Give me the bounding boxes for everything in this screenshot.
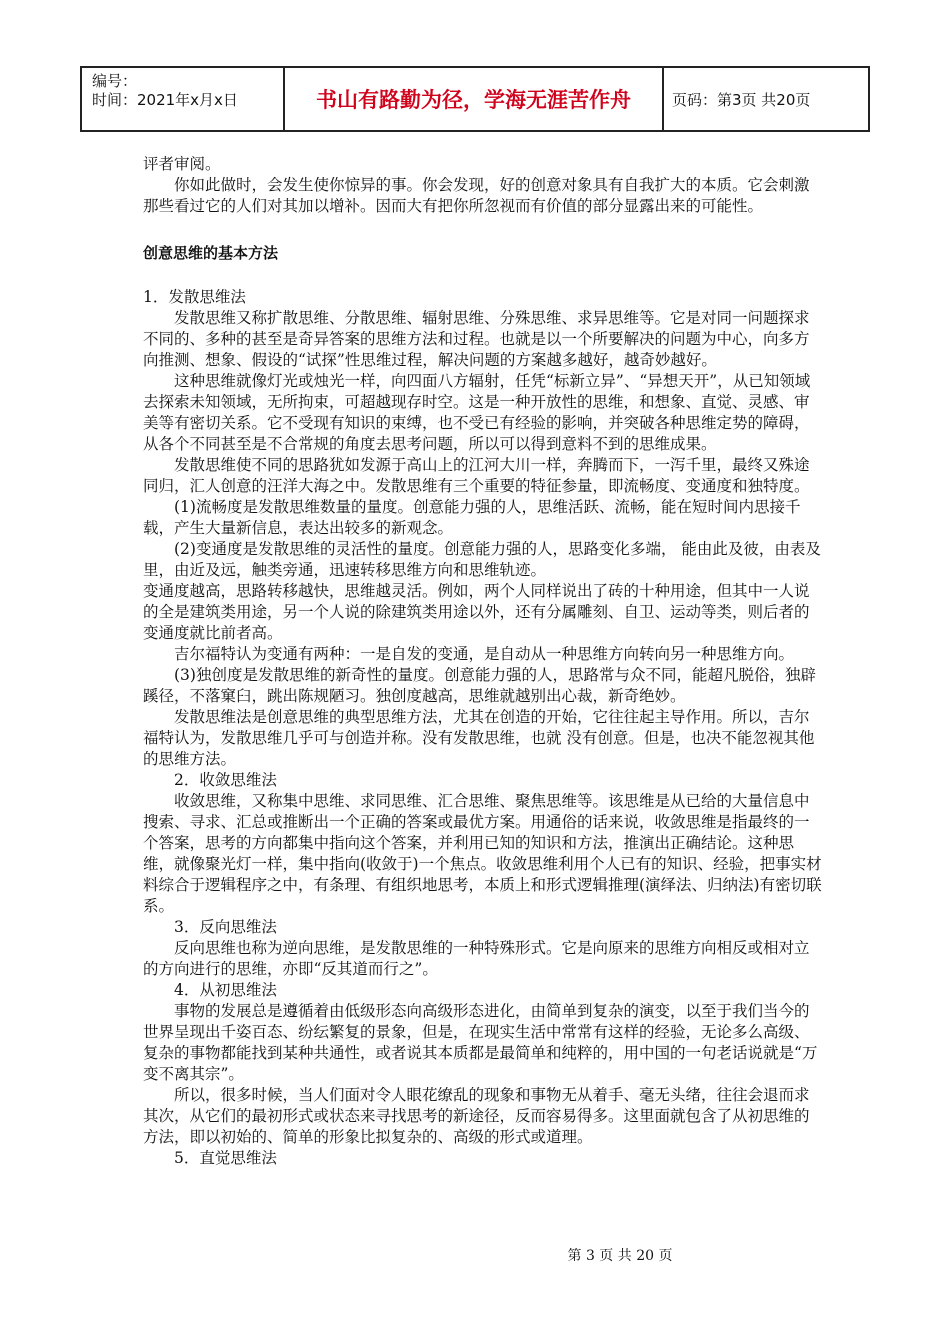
subsection-heading: 3．反向思维法	[174, 918, 277, 936]
paragraph: 发散思维又称扩散思维、分散思维、辐射思维、分殊思维、求异思维等。它是对同一问题探求不同的、多种的甚至是奇异答案的思维方法和过程。也就是以一个所要解决的问题为中心，向多方向推测、想象、假设的“试探”性思维过程，解决问题的方案越多越好，越奇妙越好。	[143, 309, 810, 369]
code-label: 编号：	[92, 72, 138, 90]
paragraph: 变通度越高，思路转移越快，思维越灵活。例如，两个人同样说出了砖的十种用途，但其中一人说的全是建筑类用途，另一个人说的除建筑类用途以外，还有分属雕刻、自卫、运动等类，则后者的变通度就比前者高。	[143, 582, 810, 642]
header-meta	[82, 68, 285, 130]
paragraph: (1)流畅度是发散思维数量的量度。创意能力强的人，思维活跃、流畅，能在短时间内思接千载，产生大量新信息，表达出较多的新观念。	[143, 498, 801, 537]
paragraph: (3)独创度是发散思维的新奇性的量度。创意能力强的人，思路常与众不同，能超凡脱俗，独辟蹊径，不落窠臼，跳出陈规陋习。独创度越高，思维就越别出心裁，新奇绝妙。	[143, 666, 816, 705]
time-label: 时间：2021年x月x日	[92, 91, 238, 109]
subsection-heading: 4．从初思维法	[174, 981, 277, 999]
subsection-heading: 1．发散思维法	[143, 288, 246, 306]
paragraph: 所以，很多时候，当人们面对令人眼花缭乱的现象和事物无从着手、毫无头绪，往往会退而求其次，从它们的最初形式或状态来寻找思考的新途径，反而容易得多。这里面就包含了从初思维的方法，即以初始的、简单的形象比拟复杂的、高级的形式或道理。	[143, 1086, 810, 1146]
section-heading: 创意思维的基本方法	[143, 244, 279, 262]
page-footer: 第 3 页 共 20 页	[567, 1248, 673, 1264]
paragraph: 发散思维使不同的思路犹如发源于高山上的江河大川一样，奔腾而下，一泻千里，最终又殊途同归，汇人创意的汪洋大海之中。发散思维有三个重要的特征参量，即流畅度、变通度和独特度。	[143, 456, 810, 495]
paragraph: 你如此做时，会发生使你惊异的事。你会发现，好的创意对象具有自我扩大的本质。它会刺激那些看过它的人们对其加以增补。因而大有把你所忽视而有价值的部分显露出来的可能性。	[143, 176, 810, 215]
paragraph: 评者审阅。	[143, 155, 221, 173]
paragraph: 收敛思维，又称集中思维、求同思维、汇合思维、聚焦思维等。该思维是从已给的大量信息中搜索、寻求、汇总或推断出一个正确的答案或最优方案。用通俗的话来说，收敛思维是指最终的一个答案，思考的方向都集中指向这个答案，并利用已知的知识和方法，推演出正确结论。这种思维，就像聚光灯一样，集中指向(收敛于)一个焦点。收敛思维利用个人已有的知识、经验，把事实材料综合于逻辑程序之中，有条理、有组织地思考，本质上和形式逻辑推理(演绎法、归纳法)有密切联系。	[143, 792, 822, 915]
paragraph: 发散思维法是创意思维的典型思维方法，尤其在创造的开始，它往往起主导作用。所以，吉尔福特认为，发散思维几乎可与创造并称。没有发散思维，也就 没有创意。但是，也决不能忽视其他的思维方法。	[143, 708, 815, 768]
paragraph: 反向思维也称为逆向思维，是发散思维的一种特殊形式。它是向原来的思维方向相反或相对立的方向进行的思维，亦即“反其道而行之”。	[143, 939, 810, 978]
subsection-heading: 5．直觉思维法	[174, 1149, 277, 1167]
document-body	[143, 154, 823, 1169]
paragraph: 吉尔福特认为变通有两种：一是自发的变通，是自动从一种思维方向转向另一种思维方向。	[174, 645, 795, 663]
paragraph: 这种思维就像灯光或烛光一样，向四面八方辐射，任凭“标新立异”、“异想天开”，从已知领域去探索未知领域，无所拘束，可超越现存时空。这是一种开放性的思维，和想象、直觉、灵感、审美等有密切关系。它不受现有知识的束缚，也不受已有经验的影响，并突破各种思维定势的障碍，从各个不同甚至是不合常规的角度去思考问题，所以可以得到意料不到的思维成果。	[143, 372, 811, 453]
header-motto: 书山有路勤为径，学海无涯苦作舟	[285, 68, 664, 130]
header-page-label: 页码：第3页 共20页	[672, 90, 811, 109]
paragraph: 事物的发展总是遵循着由低级形态向高级形态进化，由简单到复杂的演变，以至于我们当今的世界呈现出千姿百态、纷纭繁复的景象，但是，在现实生活中常常有这样的经验，无论多么高级、复杂的事物都能找到某种共通性，或者说其本质都是最简单和纯粹的，用中国的一句老话说就是“万变不离其宗”。	[143, 1002, 818, 1083]
paragraph: (2)变通度是发散思维的灵活性的量度。创意能力强的人，思路变化多端， 能由此及彼，由表及里，由近及远，触类旁通，迅速转移思维方向和思维轨迹。	[143, 540, 821, 579]
page-header	[80, 66, 870, 132]
subsection-heading: 2．收敛思维法	[174, 771, 277, 789]
